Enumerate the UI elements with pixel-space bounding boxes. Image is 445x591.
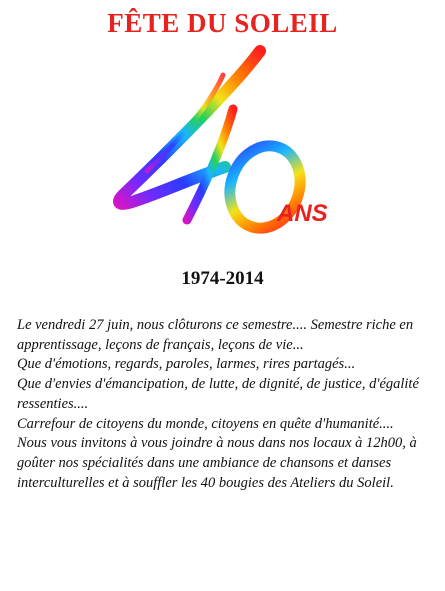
- page-title: FÊTE DU SOLEIL: [107, 8, 338, 38]
- paragraph: Nous vous invitons à vous joindre à nous dans nos locaux à 12h00, à goûter nos spécialités dans une ambiance de chansons et danses interculturelles et à souffler les 40 bougies des Ateliers du Soleil.: [17, 435, 417, 491]
- ans-label: ANS: [277, 200, 328, 227]
- digit-four-tail: [147, 75, 223, 171]
- 40-ans-logo: [95, 45, 345, 235]
- paragraph: Que d'envies d'émancipation, de lutte, de dignité, de justice, d'égalité ressenties....: [17, 376, 419, 412]
- paragraph: Le vendredi 27 juin, nous clôturons ce semestre.... Semestre riche en apprentissage, leçons de français, leçons de vie...: [17, 317, 414, 353]
- paragraph: Que d'émotions, regards, paroles, larmes, rires partagés...: [17, 356, 356, 373]
- paragraph: Carrefour de citoyens du monde, citoyens en quête d'humanité....: [17, 415, 394, 432]
- years-range: 1974-2014: [181, 268, 264, 289]
- invitation-text: [17, 316, 435, 493]
